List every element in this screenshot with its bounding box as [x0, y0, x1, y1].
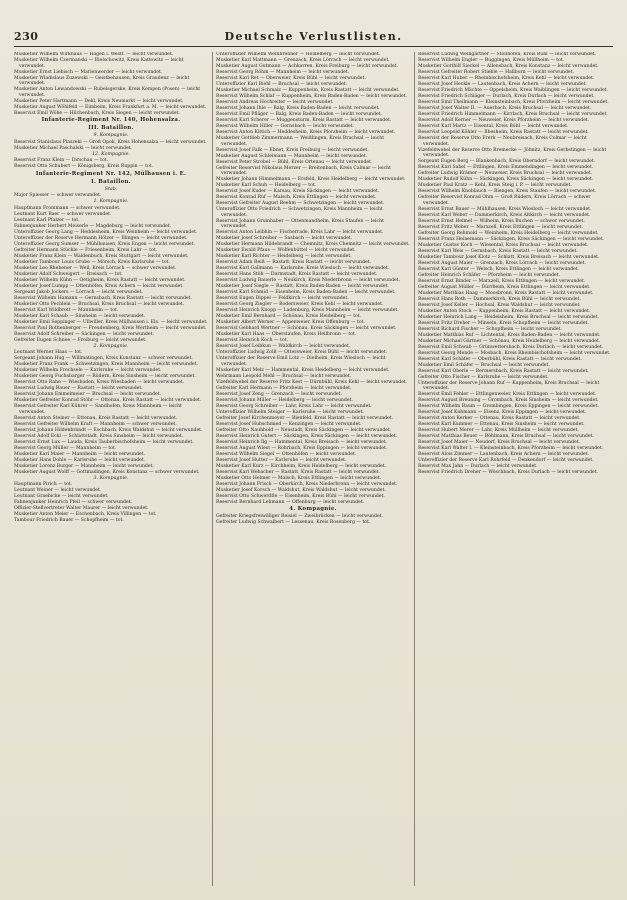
casualty-entry: Musketier August Wolff — Gottmadingen, Kreis Konstanz — schwer verwundet.	[14, 469, 200, 475]
casualty-entry: Musketier Johann Himmelmann — Ersfeld, Kreis Heidelberg — leicht verwundet.	[216, 177, 406, 182]
casualty-entry: Reservist Ernst Binder — Marxzell, Kreis Ettlingen — leicht verwundet.	[418, 278, 586, 284]
casualty-entry: Unteroffizier der Reserve Hermann Hölzer — Illingen — leicht verwundet.	[14, 235, 188, 241]
casualty-entry: Reservist Wilhelm Siegel — Ottenhöfen — leicht verwundet.	[216, 451, 357, 457]
casualty-entry: Musketier Michael Paschalski — leicht verwundet.	[14, 145, 132, 151]
casualty-entry: Reservist Friedrich Schläger — Durlach, Kreis Durlach — leicht verwundet.	[418, 94, 595, 99]
casualty-entry: Reservist Karl Kummer — Ettenau, Kreis Sinsheim — leicht verwundet.	[418, 422, 585, 427]
casualty-entry: Reservist Ludwig Weingärtner — Stollhofen, Kreis Bühl — leicht verwundet.	[418, 52, 596, 57]
casualty-entry: Reservist Gefreiter Wilhelm Kraft — Mannheim — schwer verwundet.	[14, 421, 177, 427]
casualty-entry: Reservist Anton Leibhin — Fischerrade, Kreis Lahr — leicht verwundet.	[216, 230, 384, 235]
page-header	[14, 30, 613, 47]
casualty-entry: Reservist Karl Walter I. — Kleinsteinbach, Kreis Pforzheim — leicht verwundet.	[418, 446, 604, 451]
casualty-entry: Reservist Johann Grumhaber — Ottenmandhelm, Kreis Staufen — leicht verwundet.	[216, 218, 384, 229]
casualty-entry: Reservist Josef Kuder — Karsau, Kreis Säckingen — leicht verwundet.	[216, 189, 380, 194]
casualty-entry: Reservist Hans Roth — Dammerkirch, Kreis Bühl — leicht verwundet.	[418, 296, 581, 302]
casualty-entry: Leutnant Weiner — leicht verwundet.	[14, 488, 102, 493]
casualty-entry: Unteroffizier Wilhelm Steiger — Karlsruhe — leicht verwundet.	[216, 409, 364, 415]
casualty-entry: Gefreiter Ludwig Schwalbert — Lessenau, Kreis Rosenberg — tot.	[216, 520, 371, 525]
casualty-entry: Musketier Michael Gärtner — Schönau, Kreis Heidelberg — leicht verwundet.	[418, 338, 601, 344]
casualty-entry: Musketier Albert Werner — Appenweier, Kreis Offenburg — tot.	[216, 320, 365, 325]
casualty-entry: Reservist Bernhard Lehmann — Offenburg — leicht verwundet.	[216, 499, 365, 505]
casualty-entry: Musketier Paul Kratz — Kehl, Kreis Steig i. P. — leicht verwundet.	[418, 183, 572, 188]
casualty-entry: Unteroffizier Georg Lang — Heddesheim, Kreis Weinheim — leicht verwundet.	[14, 229, 198, 235]
casualty-entry: Reservist Josef Keller — Hochsal, Kreis Waldshut — leicht verwundet.	[418, 302, 581, 308]
casualty-entry: Reservist Karl Sabel — Ettlingen, Kreis Emmendingen — leicht verwundet.	[418, 165, 594, 170]
column-1	[14, 52, 208, 886]
casualty-entry: Reservist Georg Schreiber — Lahr, Kreis Lahr — leicht verwundet.	[216, 403, 372, 409]
casualty-entry: Reservist Adolf Kerner — Neuweier, Kreis Pforzheim — leicht verwundet.	[418, 118, 590, 123]
casualty-entry: Reservist Josef Heckle — Lautenbach, Kreis Achern — leicht verwundet.	[418, 82, 587, 87]
casualty-entry: Sergeant Johann Hug — Willmatingen, Kreis Konstanz — schwer verwundet.	[14, 356, 193, 361]
section-heading: I. Bataillon.	[91, 178, 131, 185]
casualty-entry: Musketier Anton Meier — Eschenbach, Kreis Villingen — tot.	[14, 512, 157, 517]
casualty-entry: Musketier Karl Mattmann — Grenzach, Kreis Lörrach — leicht verwundet.	[216, 58, 390, 63]
casualty-entry: Reservist Karl Weber — Dammerkirch, Kreis Altkirch — leicht verwundet.	[418, 212, 591, 218]
casualty-entry: Gefreiter Reservist Nikolaus Merzer — Breitenbach, Kreis Calmar — leicht verwundet.	[216, 165, 391, 176]
casualty-entry: Reservist Adam Reiß — Rastatt, Kreis Rastatt — leicht verwundet.	[216, 260, 371, 265]
casualty-entry: Musketier Wilhelm Czermanski — Bielschowitz, Kreis Kattowitz — leicht verwundet.	[14, 58, 184, 69]
casualty-entry: Reservist Anton Kittich — Heddesheim, Kreis Pforzheim — leicht verwundet.	[216, 130, 396, 135]
casualty-entry: Reservist Hubert Merer — Lahr, Kreis Müllheim — leicht verwundet.	[418, 428, 579, 433]
casualty-entry: Hauptmann Pirich — tot.	[14, 482, 73, 487]
casualty-entry: Reservist Emil Theilmann — Kleinsteinbach, Kreis Pforzheim — leicht verwundet.	[418, 100, 609, 105]
casualty-entry: Reservist Heinrich Koch — tot.	[216, 338, 289, 343]
casualty-entry: Reservist Otto Schwerdtle — Eisenheim, Kreis Bühl — leicht verwundet.	[216, 493, 385, 499]
casualty-entry: Reservist Wilhelm Schlaf — Kuppenheim, Kreis Baden-Baden — leicht verwundet.	[216, 94, 408, 99]
column-3	[418, 52, 612, 886]
casualty-entry: Reservist Friedrich Himmelmann — Kirrlach, Kreis Bruchsal — leicht verwundet.	[418, 112, 608, 117]
casualty-entry: Reservist Karl Oberle — Bermersbach, Kreis Rastatt — leicht verwundet.	[418, 368, 589, 374]
casualty-entry: Reservist Josef Falk — Ebnet, Kreis Freiburg — leicht verwundet.	[216, 147, 369, 153]
casualty-entry: Reservist Josef Leibkun — Waldkirch — leicht verwundet.	[216, 344, 351, 349]
section-heading: Infanterie-Regiment Nr. 140, Hohensalza.	[41, 117, 181, 123]
casualty-entry: Reservist Wilhelm Hamann — Gernsbach, Kreis Rastatt — leicht verwundet.	[14, 295, 192, 301]
casualty-entry: Gefreiter Josef Kirchenmeyer — Bienfeld, Kreis Rastatt — leicht verwundet.	[216, 415, 394, 421]
casualty-entry: Reservist Ernst Lux — Lauda, Kreis Tauberbischofsheim — leicht verwundet.	[14, 439, 194, 445]
casualty-entry: Reservist Karl Schmid — Eisenheim, Kreis Baden-Baden — leicht verwundet.	[216, 290, 396, 295]
casualty-entry: Reservist Wilhelm Knoblauch — Biengen, Kreis Staufen — leicht verwundet.	[418, 189, 597, 194]
casualty-entry: Reservist Georg Mende — Mosbach, Kreis Rheinbischofsheim — leicht verwundet.	[418, 350, 611, 356]
casualty-entry: Gefreiter Otto Fischer — Karlsruhe — leicht verwundet.	[418, 374, 549, 380]
casualty-entry: Reservist Anton Kerker — Ottenau, Kreis Rastatt — leicht verwundet.	[418, 416, 581, 421]
casualty-entry: Gefreiter Ludwig Krämer — Neuweier, Kreis Bruchsal — leicht verwundet.	[418, 171, 593, 176]
casualty-entry: Vizefeldwebel der Reserve Otto Bremecke — Jöhnitz, Kreis Gerbstingen — leicht verwundet.	[418, 147, 607, 158]
casualty-entry: Reservist Emil Pfläger — Balg, Kreis Baden-Baden — leicht verwundet.	[216, 112, 382, 117]
casualty-entry: Leutnant Kurt Baer — schwer verwundet.	[14, 211, 112, 217]
unit-heading: 3. Kompagnie.	[93, 475, 129, 481]
casualty-entry: Reservist Heinrich Knopp — Ladenburg, Kreis Mannheim — leicht verwundet.	[216, 308, 399, 313]
casualty-entry: Musketier Gefreiter Konrad Stöhr — Ottenau, Kreis Rastatt — leicht verwundet.	[14, 398, 202, 403]
casualty-entry: Reservist Peter Strobel — Bühl, Kreis Ortenau — leicht verwundet.	[216, 159, 373, 165]
casualty-entry: Unteroffizier der Reserve Karl Rohrfeld — Denkendorf — leicht verwundet.	[418, 458, 594, 463]
casualty-entry: Reservist August Maier — Grenzach, Kreis Lörrach — leicht verwundet.	[418, 260, 586, 266]
casualty-entry: Musketier Karl Schaub — Sinsheim — leicht verwundet.	[14, 313, 146, 319]
casualty-entry: Unteroffizier der Reserve Emil Lotz — Dielheim, Kreis Wiesloch — leicht verwundet.	[216, 356, 386, 367]
casualty-entry: Reservist Johann Ihle — Balg, Kreis Baden-Baden — leicht verwundet.	[216, 106, 380, 111]
casualty-entry: Leutnant Graebicke — leicht verwundet.	[14, 494, 109, 499]
casualty-entry: Musketier Josef Lumpp — Ottenhöfen, Kreis Achern — leicht verwundet.	[14, 283, 184, 289]
casualty-entry: Musketier Karl Schuh — Heidelberg — tot.	[216, 183, 317, 188]
casualty-entry: Musketier Tambour Louis Grube — Mörsch, Kreis Karlsruhe — tot.	[14, 259, 170, 265]
casualty-entry: Reservist Hans Stöh — Darmstadt, Kreis Rastatt — leicht verwundet.	[216, 272, 378, 277]
casualty-entry: Musketier Josef Schreiber — Sasbach — leicht verwundet.	[216, 236, 353, 241]
casualty-entry: Unteroffizier Ludwig Zolß — Ottersweier, Kreis Bühl — leicht verwundet.	[216, 350, 388, 355]
casualty-entry: Reservist Josef Maier — Neudorf, Kreis Bruchsal — leicht verwundet.	[418, 440, 581, 445]
casualty-entry: Musketier Heinrich Lang — Heidelsheim, Kreis Bruchsal — leicht verwundet.	[418, 314, 599, 320]
casualty-entry: Reservist Karl Ret — Oberweier, Kreis Bühl — leicht verwundet.	[216, 76, 366, 81]
casualty-entry: Vizefeldwebel der Reserve Fritz Kest — Dürnbühl, Kreis Kehl — leicht verwundet.	[216, 379, 408, 385]
casualty-entry: Musketier August Gutmann — Achkarren, Kreis Freiburg — leicht verwundet.	[216, 64, 398, 69]
text-columns	[14, 52, 613, 886]
casualty-entry: Gefreiter Otto Nauhhold — Neustadt, Kreis Säckingen — leicht verwundet.	[216, 427, 392, 433]
casualty-entry: Fahnenjunker Heinrich Pfeil — schwer verwundet.	[14, 500, 132, 505]
casualty-entry: Reservist Karl Weis — Gernsbach, Kreis Rastatt — leicht verwundet.	[418, 248, 578, 254]
casualty-entry: Musketier Wilhelm Frechsele — Karlsruhe — leicht verwundet.	[14, 368, 162, 373]
casualty-entry: Reservist Johann Emmelmeier — Bruchsal — leicht verwundet.	[14, 392, 162, 397]
casualty-entry: Musketier August Wöhlfeld — Eimbeim, Kreis Frankfurt a. M. — leicht verwundet.	[14, 104, 207, 110]
casualty-entry: Musketier Leo Rhebener — Weil, Kreis Lörrach — schwer verwundet.	[14, 265, 177, 271]
casualty-entry: Musketier Rudolf Kühn — Säckingen, Kreis Säckingen — leicht verwundet.	[418, 177, 594, 182]
casualty-entry: Musketier Lorenz Burger — Mannheim — leicht verwundet.	[14, 463, 154, 469]
section-heading: 4. Kompagnie.	[289, 506, 337, 512]
casualty-entry: Musketier Karl Richter — Heidelberg — leicht verwundet.	[216, 254, 352, 259]
casualty-entry: Musketier Matthias Haag — Moosbronn, Kreis Rastatt — leicht verwundet.	[418, 290, 594, 296]
casualty-entry: Unteroffizier Wilhelm Weinbrenner — Heidelberg — leicht verwundet.	[216, 52, 381, 57]
casualty-entry: Musketier Gustav Koch — Wiesental, Kreis Bruchsal — leicht verwundet.	[418, 242, 589, 248]
casualty-entry: Musketier Otto Helmer — Malsch, Kreis Ettlingen — leicht verwundet.	[216, 475, 382, 481]
casualty-entry: Musketier Karl Kurz — Kirchheim, Kreis Heidelberg — leicht verwundet.	[216, 463, 387, 469]
casualty-entry: Reservist Johann Miller — Heidelberg — leicht verwundet.	[216, 397, 353, 403]
casualty-entry: Reservist Andreas Hochreiter — leicht verwundet.	[216, 100, 334, 105]
casualty-entry: Musketier Tambour Josef Klotz — Schlatt, Kreis Breisach — leicht verwundet.	[418, 254, 600, 260]
casualty-entry: Musketier Franz Klein — Waldenbuch, Kreis Stuttgart — leicht verwundet.	[14, 253, 189, 259]
casualty-entry: Reservist Karl Webacher — Rastatt, Kreis Rastatt — leicht verwundet.	[216, 469, 380, 475]
casualty-entry: Reservist Otto Schubert — Königsberg, Kreis Ruppin — tot.	[14, 164, 154, 169]
casualty-entry: Reservist Leopold Köhler — Ilbesheim, Kreis Rastatt — leicht verwundet.	[418, 130, 589, 135]
casualty-entry: Reservist Paul Rothenberger — Freudenberg, Kreis Wertheim — leicht verwundet.	[14, 325, 207, 331]
casualty-entry: Reservist August Breuning — Grombach, Kreis Sinsheim — leicht verwundet.	[418, 398, 599, 403]
casualty-entry: Musketier Gotthilf Sieckel — Allensbach, Kreis Konstanz — leicht verwundet.	[418, 64, 599, 69]
casualty-entry: Musketier Anton Lewandowski — Rubelsgerske, Kreis Kempen (Posen) — leicht verwundet.	[14, 87, 201, 98]
casualty-entry: Musketier Adolf Schweigert — Breisach — tot.	[14, 271, 123, 277]
casualty-entry: Musketier Gottlieb Zimmermann — Weißlingen, Kreis Bruchsal — leicht verwundet.	[216, 136, 385, 147]
casualty-entry: Musketier Wilhelm Wirkhaus — Hagen i. Westf. — leicht verwundet.	[14, 52, 174, 57]
casualty-entry: Reservist Georg Ziegler — Bodersweier, Kreis Kehl — leicht verwundet.	[216, 302, 384, 307]
casualty-entry: Wehrmann Leopold Mehl — Bruchsal — leicht verwundet.	[216, 373, 352, 379]
unit-heading: 12. Kompagnie.	[91, 151, 131, 157]
casualty-entry: Musketier Karl Melz — Hammental, Kreis Heidelberg — leicht verwundet.	[216, 367, 390, 373]
casualty-entry: Reservist Ernst Helmel — Wilheim, Kreis Buchen — schwer verwundet.	[418, 218, 585, 224]
page-number: 230	[14, 30, 39, 43]
casualty-entry: Reservist Heinrich Gutert — Säckingen, Kreis Säckingen — leicht verwundet.	[216, 433, 398, 439]
casualty-entry: Gefreiter Heinrich Schäfer — Pforzheim — leicht verwundet.	[418, 272, 561, 278]
casualty-entry: Reservist Friedrich Dreher — Wöschbach, Kreis Durlach — leicht verwundet.	[418, 470, 599, 475]
page-title: Deutsche Verlustlisten.	[224, 30, 403, 43]
casualty-entry: Musketier Wladislaus Zuzewski — Geistbehausen, Kreis Graudenz — leicht verwundet.	[14, 75, 190, 86]
section-heading: Infanterie-Regiment Nr. 142, Mülhausen i. E.	[35, 170, 187, 177]
casualty-entry: Unteroffizier Georg Sumser — Mühlhausen, Kreis Engen — leicht verwundet.	[14, 241, 195, 247]
casualty-entry: Reservist Josef Hubschmied — Kenzingen — leicht verwundet.	[216, 421, 362, 427]
casualty-entry: Major Spiesser — schwer verwundet.	[14, 193, 102, 198]
casualty-entry: Reservist Karl Gallmann — Karlsruhe, Kreis Wiesloch — leicht verwundet.	[216, 266, 390, 271]
casualty-entry: Unteroffizier Karl Biehl — Bruchsal — leicht verwundet.	[216, 82, 348, 87]
casualty-entry: Musketier Franz Frank — Schwetzingen, Kreis Mannheim — leicht verwundet.	[14, 362, 198, 367]
casualty-entry: Fahnenjunker Herbert Meiserle — Magdeburg — leicht verwundet.	[14, 223, 172, 229]
casualty-entry: Reservist Karl Schäfer — Oberbühl, Kreis Rastatt — leicht verwundet.	[418, 356, 582, 362]
casualty-entry: Reservist Karl Wildbrett — Mannheim — tot.	[14, 307, 119, 313]
casualty-entry: Reservist Konrad Ruf — Malsch, Kreis Ettlingen — leicht verwundet.	[216, 195, 377, 200]
unit-heading: 1. Kompagnie.	[93, 199, 129, 204]
casualty-entry: Reservist Adolf Schreiber — Säckingen — leicht verwundet.	[14, 331, 154, 337]
casualty-entry: Musketier Hermann Hildebrandt — Chemnitz, Kreis Chemnitz — leicht verwundet.	[216, 242, 410, 247]
casualty-entry: Reservist Wilhelm Engler — Buggingen, Kreis Müllheim — tot.	[418, 58, 565, 63]
casualty-entry: Musketier Hans Dohle — Karlsruhe — leicht verwundet.	[14, 457, 146, 463]
section-heading: III. Bataillon.	[88, 125, 134, 131]
casualty-entry: Musketier August Schleimann — Mannheim — leicht verwundet.	[216, 153, 368, 159]
casualty-entry: Leutnant Werner Haas — tot.	[14, 350, 83, 355]
casualty-entry: Reservist Karl Günter — Welsch, Kreis Ettlingen — leicht verwundet.	[418, 266, 580, 272]
casualty-entry: Reservist Fritz Weber — Marxzell, Kreis Ettlingen — leicht verwundet.	[418, 224, 583, 230]
casualty-entry: Musketier Emil Seppinger — Ullwiller, Kreis Mülhausen i. Els. — leicht verwundet.	[14, 319, 208, 325]
casualty-entry: Reservist Karl Martz — Eisental, Kreis Bühl — leicht verwundet.	[418, 124, 569, 129]
casualty-entry: Hauptmann Frommann — schwer verwundet.	[14, 205, 121, 211]
casualty-entry: Reservist Johann Hildenbrandt — Eschbach, Kreis Waldshut — leicht verwundet.	[14, 427, 203, 433]
column-divider	[212, 52, 213, 886]
casualty-entry: Reservist Wilhelm Baum — Grombingen, Kreis Eppingen — leicht verwundet.	[418, 404, 599, 409]
casualty-entry: Reservist Friedrich Mächte — Oppelsheim, Kreis Waiblingen — leicht verwundet.	[418, 88, 608, 93]
unit-heading: Stab.	[104, 186, 118, 192]
casualty-entry: Reservist Stanislaus Plaszeki — Groß Opok, Kreis Hohensalza — leicht verwundet.	[14, 139, 207, 145]
casualty-entry: Reservist Emil Wöhe — Hilchenbach, Kreis Siegen — leicht verwundet.	[14, 110, 180, 116]
unit-heading: 9. Kompagnie.	[93, 133, 129, 138]
casualty-entry: Musketier Karl Maier — Mannheim — leicht verwundet.	[14, 451, 146, 457]
casualty-entry: Gefreiter August Müller — Dürrheim, Kreis Ettlingen — leicht verwundet.	[418, 284, 591, 290]
casualty-entry: Reservist Anton Steiner — Ettenau, Kreis Rastatt — leicht verwundet.	[14, 415, 178, 421]
casualty-entry: Reservist Gefreiter August Beehm — Schwetzingen — leicht verwundet.	[216, 201, 385, 206]
casualty-entry: Musketier Karl Haas — Oberstaufen, Kreis Heilbronn — tot.	[216, 332, 357, 337]
casualty-entry: Gefreiter Karl Hermann — Pforzheim — leicht verwundet.	[216, 385, 352, 391]
casualty-entry: Musketier Michael Schmalz — Kuppenheim, Kreis Rastatt — leicht verwundet.	[216, 88, 400, 93]
casualty-entry: Reservist Ludwig Bauer — Rastatt — leicht verwundet.	[14, 386, 143, 391]
casualty-entry: Reservist Adolf Eckl — Schlattstadt, Kreis Sinsheim — leicht verwundet.	[14, 433, 184, 439]
casualty-entry: Reservist Gefreiter Robert Stieble — Hallborn — leicht verwundet.	[418, 70, 574, 75]
casualty-entry: Offizier-Stellvertreter Walter Maurer — leicht verwundet.	[14, 506, 149, 511]
casualty-entry: Reservist Matthias Beuer — Böhlmann, Kreis Bruchsal — leicht verwundet.	[418, 434, 594, 439]
casualty-entry: Musketier Emil Bernhard — Schönau, Kreis Heidelberg — tot.	[216, 314, 362, 319]
casualty-entry: Sergeant Eugen Berg — Blankenbach, Kreis Oberndorf — leicht verwundet.	[418, 159, 596, 164]
casualty-entry: Reservist Max Jahn — Durlach — leicht verwundet.	[418, 464, 538, 469]
casualty-entry: Musketier Wilhelm Kühn — Oetigheim, Kreis Rastatt — leicht verwundet.	[14, 277, 186, 283]
casualty-entry: Gefreiter Kriegsfreiwilliger Reisiel — Zweibrücken — leicht verwundet.	[216, 514, 383, 519]
casualty-entry: Reservist Georg Müller — Mannheim — tot.	[14, 445, 117, 451]
casualty-entry: Reservist August Wiest — Rohrbach, Kreis Eppingen — leicht verwundet.	[216, 445, 388, 451]
casualty-entry: Reservist Emil Fehler — Ettlingenweier, Kreis Ettlingen — leicht verwundet.	[418, 392, 597, 397]
casualty-entry: Reservist Ludwig Bauerle — Neukirch, Kreis Niederbronn — leicht verwundet.	[216, 278, 401, 283]
casualty-entry: Musketier Emil Schäfer — Bruchsal — leicht verwundet.	[418, 362, 550, 368]
casualty-entry: Reservist Franz Heinemann — Säckingen, Kreis Säckingen — leicht verwundet.	[418, 236, 604, 242]
casualty-entry: Reservist Ernst Bauer — Mühlhausen, Kreis Wiesloch — leicht verwundet.	[418, 206, 592, 212]
unit-heading: 2. Kompagnie.	[93, 343, 129, 349]
casualty-entry: Reservist Emil Schwab — Grünwettersbach, Kreis Durlach — leicht verwundet.	[418, 344, 604, 350]
casualty-entry: Musketier Ernst Liebisch — Marienwerder — leicht verwundet.	[14, 69, 163, 75]
casualty-entry: Musketier Ewald Pfaus — Wolfenbüttel — leicht verwundet.	[216, 248, 356, 253]
casualty-entry: Musketier Anton Stock — Kuppenheim, Kreis Rastatt — leicht verwundet.	[418, 308, 591, 314]
casualty-entry: Gefreiter Hermann Stückle — Friesenheim, Kreis Lahr — tot.	[14, 247, 158, 253]
casualty-entry: Reservist Josef Walter II. — Auerbach, Kreis Bruchsal — leicht verwundet.	[418, 106, 592, 111]
casualty-entry: Musketier Josef Siegle — Rastatt, Kreis Baden-Baden — leicht verwundet.	[216, 284, 389, 289]
casualty-entry: Reservist Otto Rahe — Wiesbaden, Kreis Wiesbaden — leicht verwundet.	[14, 380, 185, 385]
casualty-entry: Reservist Gebhard Wertner — Schönau, Kreis Säckingen — leicht verwundet.	[216, 326, 397, 331]
casualty-entry: Reservist Heinrich Ilg — Hammental, Kreis Breisach — leicht verwundet.	[216, 439, 388, 445]
casualty-entry: Reservist der Reserve Otto Frerk — Neubreisach, Kreis Colmar — leicht verwundet.	[418, 136, 587, 147]
casualty-entry: Gefreiter Georg Rehmold — Weinheim, Kreis Heidelberg — leicht verwundet.	[418, 230, 599, 236]
column-divider	[414, 52, 415, 886]
casualty-entry: Unteroffizier Otto Friedrich — Schwetzingen, Kreis Mannheim — leicht verwundet.	[216, 207, 383, 218]
casualty-entry: Reservist Josef Zeng — Grenzach — leicht verwundet.	[216, 391, 342, 397]
casualty-entry: Gefreiter Reservist Konrad Ohm — Groß Rüdern, Kreis Lörrach — schwer verwundet.	[418, 195, 591, 206]
casualty-entry: Tambour Friedrich Bauer — Schopfheim — tot.	[14, 518, 124, 523]
casualty-entry: Reservist Josef Kuhmann — Elsenz, Kreis Eppingen — leicht verwundet.	[418, 410, 587, 415]
casualty-entry: Reservist Johann Frisch — Oberkirch, Kreis Niederbronn — leicht verwundet.	[216, 481, 398, 487]
column-2	[216, 52, 410, 886]
casualty-entry: Reservist Fritz Dreher — Minseln, Kreis Schopfheim — leicht verwundet.	[418, 320, 589, 326]
casualty-entry: Reservist Franz Klein — Dirschau — tot.	[14, 158, 109, 163]
casualty-entry: Reservist Karl Huber — Rheinbischofsheim, Kreis Kehl — leicht verwundet.	[418, 76, 595, 81]
casualty-entry: Reservist Josef Hutter — Karlsruhe — leicht verwundet.	[216, 457, 347, 463]
casualty-entry: Musketier Georg Fuchsbarger — Rüdern, Kreis Sinsheim — leicht verwundet.	[14, 374, 196, 379]
casualty-entry: Sergeant Jakob Jockers — Lörrach — leicht verwundet.	[14, 289, 143, 295]
casualty-entry: Leutnant Karl Pfalzer — tot.	[14, 217, 80, 223]
casualty-entry: Reservist Wilhelm Hiller — Gernsbach — leicht verwundet.	[216, 124, 355, 129]
casualty-entry: Reservist Georg Röhm — Mannheim — leicht verwundet.	[216, 70, 350, 75]
casualty-entry: Reservist Eugen Dippel — Feldkirch — leicht verwundet.	[216, 296, 349, 301]
casualty-entry: Reservist Alois Zimmer — Lautenbach, Kreis Achern — leicht verwundet.	[418, 452, 589, 457]
casualty-entry: Reservist Richard Fischer — Schopfheim — leicht verwundet.	[418, 326, 562, 332]
casualty-entry: Musketier Josef Korsch — Waldshut, Kreis Waldshut — leicht verwundet.	[216, 487, 386, 493]
casualty-entry: Musketier Peter Hartmann — Dekl, Kreis Neumarkt — leicht verwundet.	[14, 98, 184, 104]
casualty-entry: Gefreiter Eugen Schnee — Freiburg — leicht verwundet.	[14, 337, 147, 343]
casualty-entry: Reservist Karl Scherer — Muggensturm, Kreis Rastatt — leicht verwundet.	[216, 118, 392, 123]
casualty-entry: Unteroffizier der Reserve Johann Ruf — Kuppenheim, Kreis Bruchsal — leicht verwundet.	[418, 380, 600, 391]
casualty-entry: Musketier Otto Pechlein — Bruchsal, Kreis Bruchsal — leicht verwundet.	[14, 301, 185, 307]
casualty-entry: Musketier Matthias Ruf — Lichtental, Kreis Baden-Baden — leicht verwundet.	[418, 332, 601, 338]
casualty-entry: Reservist Gefreiter Karl Kührer — Sandhofen, Kreis Mannheim — leicht verwundet.	[14, 404, 182, 415]
